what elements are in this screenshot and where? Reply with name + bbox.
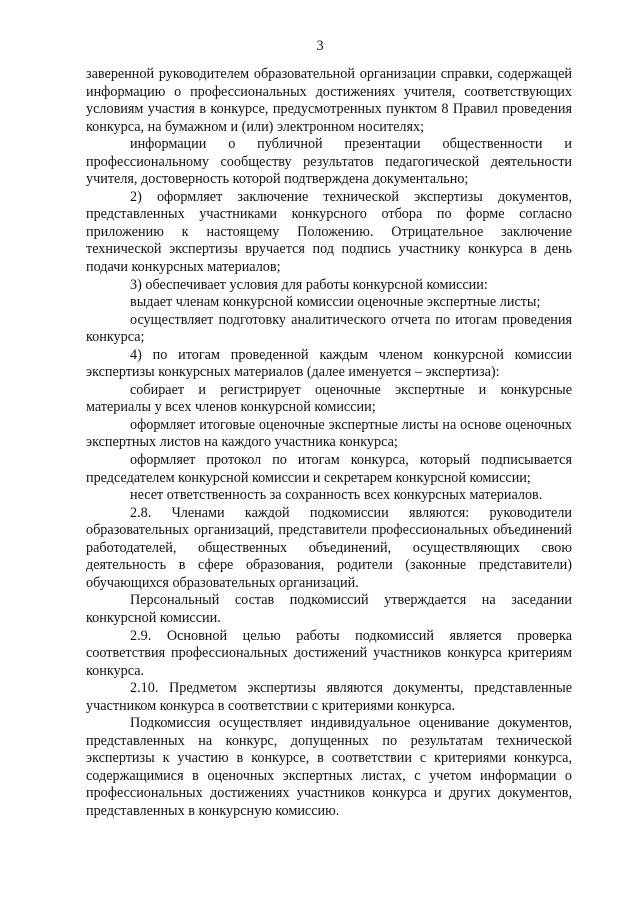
paragraph: информации о публичной презентации общественности и профессиональному сообществу результатов педагогической деятельности учителя, достоверность которой подтверждена документально; [86,136,572,188]
paragraph: 2.9. Основной целью работы подкомиссий является проверка соответствия профессиональных достижений участников конкурса критериям конкурса. [86,627,572,679]
paragraph: 4) по итогам проведенной каждым членом конкурсной комиссии экспертизы конкурсных материалов (далее именуется – экспертиза): [86,346,572,381]
paragraph: заверенной руководителем образовательной организации справки, содержащей информацию о профессиональных достижениях учителя, соответствующих условиям участия в конкурсе, предусмотренных пунктом 8 Правил проведения конкурса, на бумажном и (или) электронном носителях; [86,66,572,135]
paragraph: 2.8. Членами каждой подкомиссии являются: руководители образовательных организаций, представители профессиональных объединений работодателей, общественных объединений, осуществляющих свою деятельность в сфере образования, родители (законные представители) обучающихся образовательных организаций. [86,504,572,591]
paragraph: 2.10. Предметом экспертизы являются документы, представленные участником конкурса в соответствии с критериями конкурса. [86,680,572,714]
paragraph: собирает и регистрирует оценочные экспертные и конкурсные материалы у всех членов конкурсной комиссии; [86,381,572,416]
paragraph: оформляет протокол по итогам конкурса, который подписывается председателем конкурсной комиссии и секретарем конкурсной комиссии; [86,452,572,486]
paragraph: Подкомиссия осуществляет индивидуальное оценивание документов, представленных на конкурс, допущенных по результатам технической экспертизы к участию в конкурсе, в соответствии с критериями конкурса, содержащимися в оценочных экспертных листах, с учетом информации о профессиональных достижениях участников конкурса и других документов, представленных в конкурсную комиссию. [86,715,572,819]
paragraph: несет ответственность за сохранность всех конкурсных материалов. [130,487,543,504]
paragraph: Персональный состав подкомиссий утверждается на заседании конкурсной комиссии. [86,592,572,626]
paragraph: 2) оформляет заключение технической экспертизы документов, представленных участниками конкурсного отбора по форме согласно приложению к настоящему Положению. Отрицательное заключение технической экспертизы вручается под подпись участнику конкурса в день подачи конкурсных материалов; [86,188,572,276]
document-body [86,66,572,821]
paragraph: 3) обеспечивает условия для работы конкурсной комиссии: [130,276,488,293]
paragraph: оформляет итоговые оценочные экспертные листы на основе оценочных экспертных листов на каждого участника конкурса; [86,416,572,451]
paragraph: осуществляет подготовку аналитического отчета по итогам проведения конкурса; [86,311,572,346]
paragraph: выдает членам конкурсной комиссии оценочные экспертные листы; [130,294,541,311]
page-number: 3 [316,38,324,54]
